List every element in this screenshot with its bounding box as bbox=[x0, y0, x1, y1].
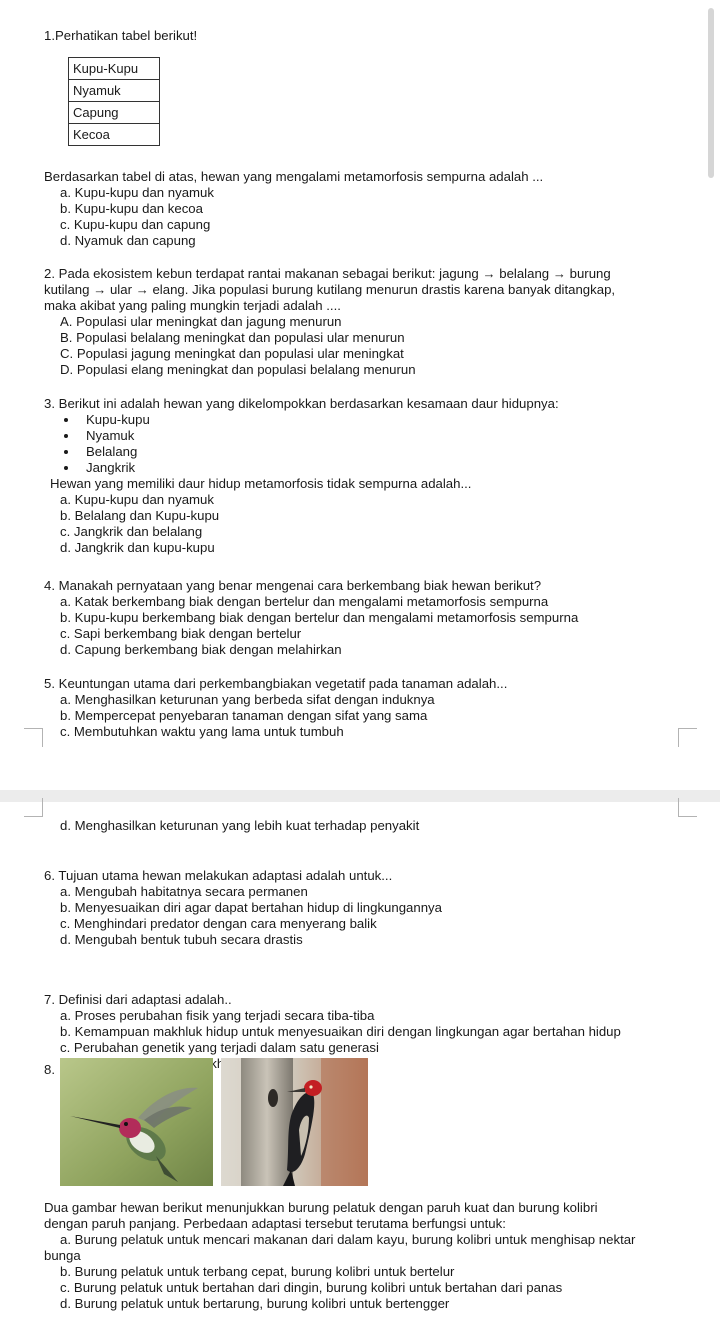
table-cell: Kupu-Kupu bbox=[69, 58, 160, 80]
q5-block bbox=[44, 676, 684, 740]
q4-option-c: c. Sapi berkembang biak dengan bertelur bbox=[60, 626, 302, 641]
q6-block bbox=[44, 868, 684, 948]
q3-option-d: d. Jangkrik dan kupu-kupu bbox=[60, 540, 215, 555]
q2-block bbox=[44, 266, 684, 378]
q2-line: kutilang → ular → elang. Jika populasi burung kutilang menurun drastis karena banyak ditangkap, bbox=[44, 282, 616, 297]
q1-option-c: c. Kupu-kupu dan capung bbox=[60, 217, 211, 232]
q3-bullet: Kupu-kupu bbox=[44, 412, 684, 428]
page-divider bbox=[0, 790, 720, 802]
q7-option-b: b. Kemampuan makhluk hidup untuk menyesuaikan diri dengan lingkungan agar bertahan hidup bbox=[60, 1024, 621, 1039]
q8-option-b: b. Burung pelatuk untuk terbang cepat, burung kolibri untuk bertelur bbox=[60, 1264, 455, 1279]
q6-option-b: b. Menyesuaikan diri agar dapat bertahan hidup di lingkungannya bbox=[60, 900, 442, 915]
q6-option-c: c. Menghindari predator dengan cara menyerang balik bbox=[60, 916, 377, 931]
q6-option-d: d. Mengubah bentuk tubuh secara drastis bbox=[60, 932, 303, 947]
q3-option-a: a. Kupu-kupu dan nyamuk bbox=[60, 492, 214, 507]
q3-question: Hewan yang memiliki daur hidup metamorfosis tidak sempurna adalah... bbox=[50, 476, 472, 491]
q5-option-a: a. Menghasilkan keturunan yang berbeda sifat dengan induknya bbox=[60, 692, 435, 707]
q3-option-b: b. Belalang dan Kupu-kupu bbox=[60, 508, 220, 523]
q1-option-d: d. Nyamuk dan capung bbox=[60, 233, 196, 248]
q3-title: 3. Berikut ini adalah hewan yang dikelompokkan berdasarkan kesamaan daur hidupnya: bbox=[44, 396, 559, 411]
table-cell: Nyamuk bbox=[69, 80, 160, 102]
table-cell: Capung bbox=[69, 102, 160, 124]
q3-bullet: Nyamuk bbox=[44, 428, 684, 444]
q5-title: 5. Keuntungan utama dari perkembangbiakan vegetatif pada tanaman adalah... bbox=[44, 676, 508, 691]
q8-number: 8. bbox=[44, 1062, 55, 1077]
q1-option-a: a. Kupu-kupu dan nyamuk bbox=[60, 185, 214, 200]
q7-title: 7. Definisi dari adaptasi adalah.. bbox=[44, 992, 232, 1007]
q1-title: 1.Perhatikan tabel berikut! bbox=[44, 28, 198, 43]
table-cell: Kecoa bbox=[69, 124, 160, 146]
crop-mark-icon bbox=[24, 728, 43, 747]
q6-option-a: a. Mengubah habitatnya secara permanen bbox=[60, 884, 308, 899]
q2-option-b: B. Populasi belalang meningkat dan populasi ular menurun bbox=[60, 330, 405, 345]
crop-mark-icon bbox=[678, 798, 697, 817]
q3-bullet: Jangkrik bbox=[44, 460, 684, 476]
q3-bullet: Belalang bbox=[44, 444, 684, 460]
q5-option-d: d. Menghasilkan keturunan yang lebih kuat terhadap penyakit bbox=[60, 818, 420, 833]
q1-option-b: b. Kupu-kupu dan kecoa bbox=[60, 201, 203, 216]
q2-line: maka akibat yang paling mungkin terjadi adalah .... bbox=[44, 298, 341, 313]
q5-option-b: b. Mempercepat penyebaran tanaman dengan sifat yang sama bbox=[60, 708, 428, 723]
q2-option-a: A. Populasi ular meningkat dan jagung menurun bbox=[60, 314, 342, 329]
q8-block bbox=[44, 1200, 684, 1312]
q6-title: 6. Tujuan utama hewan melakukan adaptasi adalah untuk... bbox=[44, 868, 393, 883]
q3-option-c: c. Jangkrik dan belalang bbox=[60, 524, 203, 539]
q7-option-a: a. Proses perubahan fisik yang terjadi secara tiba-tiba bbox=[60, 1008, 375, 1023]
q7-option-d: makhluk bbox=[191, 1056, 242, 1071]
q2-option-d: D. Populasi elang meningkat dan populasi belalang menurun bbox=[60, 362, 416, 377]
q1-question-block bbox=[44, 169, 684, 249]
q8-option-a: a. Burung pelatuk untuk mencari makanan dari dalam kayu, burung kolibri untuk menghisap nektar bbox=[60, 1232, 636, 1247]
q8-option-a-continued: bunga bbox=[44, 1248, 81, 1263]
scrollbar[interactable] bbox=[708, 8, 714, 178]
q1-question: Berdasarkan tabel di atas, hewan yang mengalami metamorfosis sempurna adalah ... bbox=[44, 169, 544, 184]
q8-line: dengan paruh panjang. Perbedaan adaptasi tersebut terutama berfungsi untuk: bbox=[44, 1216, 506, 1231]
q7-option-c: c. Perubahan genetik yang terjadi dalam satu generasi bbox=[60, 1040, 379, 1055]
crop-mark-icon bbox=[24, 798, 43, 817]
q3-block bbox=[44, 396, 684, 556]
q4-option-d: d. Capung berkembang biak dengan melahirkan bbox=[60, 642, 342, 657]
q4-option-a: a. Katak berkembang biak dengan bertelur dan mengalami metamorfosis sempurna bbox=[60, 594, 549, 609]
q2-option-c: C. Populasi jagung meningkat dan populasi ular meningkat bbox=[60, 346, 404, 361]
q4-title: 4. Manakah pernyataan yang benar mengenai cara berkembang biak hewan berikut? bbox=[44, 578, 542, 593]
q8-option-c: c. Burung pelatuk untuk bertahan dari dingin, burung kolibri untuk bertahan dari panas bbox=[60, 1280, 563, 1295]
q2-line: 2. Pada ekosistem kebun terdapat rantai makanan sebagai berikut: jagung → belalang → burung bbox=[44, 266, 611, 281]
q5-option-c: c. Membutuhkan waktu yang lama untuk tumbuh bbox=[60, 724, 344, 739]
woodpecker-image bbox=[221, 1058, 368, 1186]
q5-continued bbox=[44, 818, 684, 834]
q1-table bbox=[68, 57, 160, 146]
q8-option-d: d. Burung pelatuk untuk bertarung, burung kolibri untuk bertengger bbox=[60, 1296, 450, 1311]
q4-block bbox=[44, 578, 684, 658]
hummingbird-image bbox=[60, 1058, 213, 1186]
q4-option-b: b. Kupu-kupu berkembang biak dengan bertelur dan mengalami metamorfosis sempurna bbox=[60, 610, 579, 625]
q8-line: Dua gambar hewan berikut menunjukkan burung pelatuk dengan paruh kuat dan burung kolibri bbox=[44, 1200, 598, 1215]
